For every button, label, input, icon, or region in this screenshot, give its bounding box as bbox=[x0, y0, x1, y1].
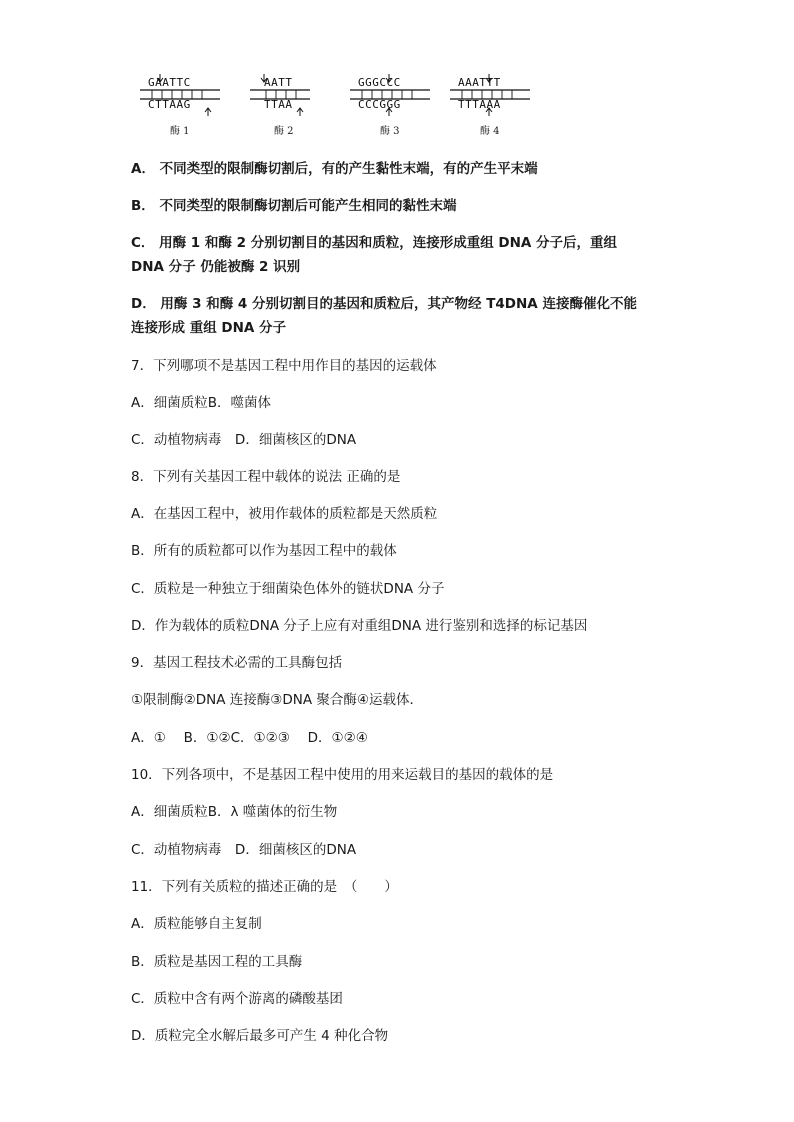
q8-option-b: B．所有的质粒都可以作为基因工程中的载体 bbox=[131, 543, 397, 559]
q9-options: A．① B．①②C．①②③ D．①②④ bbox=[131, 730, 368, 746]
q6-option-d-line2: 连接形成 重组 DNA 分子 bbox=[131, 320, 287, 336]
enzyme-2-top-sequence: AATT bbox=[264, 76, 293, 89]
q10-options-cd: C．动植物病毒 D．细菌核区的DNA bbox=[131, 842, 357, 858]
q11-option-a: A．质粒能够自主复制 bbox=[131, 916, 262, 932]
q11-stem: 11．下列有关质粒的描述正确的是 （ ） bbox=[131, 879, 398, 895]
enzyme-1-top-sequence: GAATTC bbox=[148, 76, 191, 89]
enzyme-4-label: 酶 4 bbox=[480, 126, 500, 137]
q10-stem: 10．下列各项中，不是基因工程中使用的用来运载目的基因的载体的是 bbox=[131, 767, 554, 783]
enzyme-4-bottom-sequence: TTTAAA bbox=[458, 98, 501, 111]
enzyme-4-top-sequence: AAATTT bbox=[458, 76, 501, 89]
q7-options-ab: A．细菌质粒B．噬菌体 bbox=[131, 395, 271, 411]
enzyme-3-label: 酶 3 bbox=[380, 126, 400, 137]
q8-option-d: D．作为载体的质粒DNA 分子上应有对重组DNA 进行鉴别和选择的标记基因 bbox=[131, 618, 588, 634]
q9-items: ①限制酶②DNA 连接酶③DNA 聚合酶④运载体． bbox=[131, 692, 423, 708]
enzyme-2-diagram bbox=[248, 72, 343, 142]
q11-option-d: D．质粒完全水解后最多可产生 4 种化合物 bbox=[131, 1028, 389, 1044]
q11-option-b: B．质粒是基因工程的工具酶 bbox=[131, 954, 303, 970]
q6-option-b: B． 不同类型的限制酶切割后可能产生相同的黏性末端 bbox=[131, 198, 457, 214]
enzyme-2-bottom-sequence: TTAA bbox=[264, 98, 293, 111]
q11-option-c: C．质粒中含有两个游离的磷酸基团 bbox=[131, 991, 343, 1007]
enzyme-2-label: 酶 2 bbox=[274, 126, 294, 137]
q7-options-cd: C．动植物病毒 D．细菌核区的DNA bbox=[131, 432, 357, 448]
enzyme-4-diagram bbox=[448, 72, 543, 142]
restriction-enzyme-figure bbox=[130, 72, 550, 142]
enzyme-3-top-sequence: GGGCCC bbox=[358, 76, 401, 89]
enzyme-1-label: 酶 1 bbox=[170, 126, 190, 137]
enzyme-1-diagram bbox=[138, 72, 233, 142]
q6-option-d-line1: D． 用酶 3 和酶 4 分别切割目的基因和质粒后，其产物经 T4DNA 连接酶催化不能 bbox=[131, 296, 637, 312]
enzyme-2-strands bbox=[248, 72, 343, 120]
q6-option-c-line1: C． 用酶 1 和酶 2 分别切割目的基因和质粒，连接形成重组 DNA 分子后，重组 bbox=[131, 235, 618, 251]
q7-stem: 7．下列哪项不是基因工程中用作目的基因的运载体 bbox=[131, 358, 437, 374]
q6-option-a: A． 不同类型的限制酶切割后，有的产生黏性末端，有的产生平末端 bbox=[131, 161, 538, 177]
q8-option-c: C．质粒是一种独立于细菌染色体外的链状DNA 分子 bbox=[131, 581, 445, 597]
q9-stem: 9．基因工程技术必需的工具酶包括 bbox=[131, 655, 343, 671]
enzyme-3-bottom-sequence: CCCGGG bbox=[358, 98, 401, 111]
q8-stem: 8．下列有关基因工程中载体的说法 正确的是 bbox=[131, 469, 401, 485]
q6-option-c-line2: DNA 分子 仍能被酶 2 识别 bbox=[131, 259, 301, 275]
enzyme-1-bottom-sequence: CTTAAG bbox=[148, 98, 191, 111]
q8-option-a: A．在基因工程中，被用作载体的质粒都是天然质粒 bbox=[131, 506, 438, 522]
q10-options-ab: A．细菌质粒B．λ 噬菌体的衍生物 bbox=[131, 804, 338, 820]
enzyme-3-diagram bbox=[348, 72, 443, 142]
